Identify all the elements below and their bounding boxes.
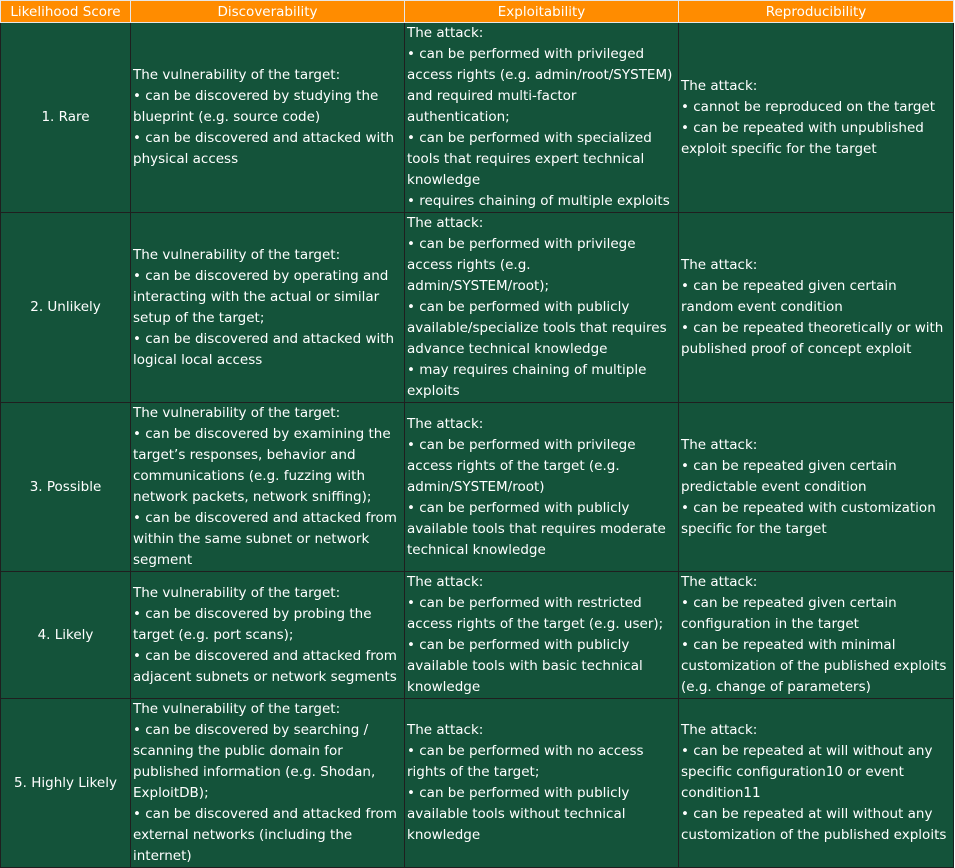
cell-bullet: • can be performed with privileged access rights (e.g. admin/root/SYSTEM) and required multi-factor authentication; [407, 46, 673, 125]
cell-bullet: • cannot be reproduced on the target [681, 98, 936, 115]
cell-bullet: • can be performed with publicly available tools that requires moderate technical knowledge [407, 499, 666, 558]
cell-bullet: • can be repeated theoretically or with published proof of concept exploit [681, 320, 944, 357]
discoverability-cell [131, 403, 405, 572]
exploitability-cell [405, 572, 679, 699]
discoverability-cell [131, 699, 405, 868]
likelihood-score-cell: 2. Unlikely [1, 213, 131, 403]
likelihood-score-cell: 3. Possible [1, 403, 131, 572]
exploitability-cell [405, 213, 679, 403]
cell-intro: The attack: [681, 436, 758, 453]
cell-intro: The vulnerability of the target: [133, 67, 341, 83]
cell-bullet: • can be repeated with customization specific for the target [681, 499, 936, 537]
cell-intro: The attack: [681, 257, 758, 273]
table-row [1, 403, 954, 572]
reproducibility-cell [679, 213, 954, 403]
reproducibility-cell [679, 572, 954, 699]
cell-bullet: • can be performed with publicly available tools with basic technical knowledge [407, 637, 643, 695]
header-row [1, 1, 954, 23]
reproducibility-cell [679, 403, 954, 572]
cell-intro: The attack: [407, 574, 484, 590]
header-likelihood-score: Likelihood Score [1, 1, 131, 23]
cell-intro: The vulnerability of the target: [133, 405, 341, 421]
exploitability-cell [405, 403, 679, 572]
cell-intro: The attack: [407, 722, 484, 738]
cell-bullet: • can be repeated given certain configuration in the target [681, 595, 897, 632]
cell-bullet: • may requires chaining of multiple exploits [407, 362, 647, 399]
discoverability-cell [131, 572, 405, 699]
cell-bullet: • can be performed with publicly available/specialize tools that requires advance technical knowledge [407, 299, 667, 357]
likelihood-score-cell: 5. Highly Likely [1, 699, 131, 868]
cell-bullet: • requires chaining of multiple exploits [407, 193, 670, 209]
cell-bullet: • can be performed with specialized tools that requires expert technical knowledge [407, 130, 652, 188]
header-discoverability: Discoverability [131, 1, 405, 23]
discoverability-cell [131, 213, 405, 403]
cell-bullet: • can be discovered by operating and interacting with the actual or similar setup of the target; [133, 267, 389, 326]
cell-intro: The attack: [407, 415, 484, 432]
cell-bullet: • can be performed with restricted access rights of the target (e.g. user); [407, 595, 664, 632]
cell-bullet: • can be repeated given certain predictable event condition [681, 457, 897, 495]
cell-intro: The attack: [407, 25, 484, 41]
cell-bullet: • can be discovered and attacked from adjacent subnets or network segments [133, 647, 397, 685]
table-row [1, 213, 954, 403]
cell-bullet: • can be performed with privilege access rights (e.g. admin/SYSTEM/root); [407, 236, 636, 294]
table-row [1, 572, 954, 699]
cell-intro: The attack: [681, 574, 758, 590]
exploitability-cell [405, 23, 679, 213]
cell-bullet: • can be discovered by studying the blueprint (e.g. source code) [133, 88, 379, 125]
cell-intro: The attack: [681, 77, 758, 94]
table-row [1, 23, 954, 213]
cell-bullet: • can be performed with no access rights of the target; [407, 743, 644, 780]
cell-intro: The attack: [407, 215, 484, 231]
cell-bullet: • can be discovered and attacked from external networks (including the internet) [133, 806, 397, 864]
cell-bullet: • can be performed with publicly available tools without technical knowledge [407, 785, 630, 843]
cell-bullet: • can be discovered by examining the target’s responses, behavior and communications (e.g. fuzzing with network packets, network sniffing); [133, 426, 391, 505]
cell-bullet: • can be performed with privilege access rights of the target (e.g. admin/SYSTEM/root) [407, 436, 636, 495]
discoverability-cell [131, 23, 405, 213]
cell-bullet: • can be repeated with minimal customization of the published exploits (e.g. change of parameters) [681, 637, 947, 695]
cell-bullet: • can be repeated at will without any customization of the published exploits [681, 806, 947, 843]
cell-bullet: • can be discovered by searching / scanning the public domain for published information (e.g. Shodan, ExploitDB); [133, 722, 376, 801]
cell-bullet: • can be discovered and attacked with logical local access [133, 330, 395, 368]
exploitability-cell [405, 699, 679, 868]
cell-bullet: • can be repeated at will without any specific configuration10 or event condition11 [681, 743, 933, 801]
cell-intro: The vulnerability of the target: [133, 701, 341, 717]
cell-bullet: • can be discovered by probing the target (e.g. port scans); [133, 605, 372, 643]
cell-intro: The vulnerability of the target: [133, 584, 341, 601]
cell-intro: The attack: [681, 722, 758, 738]
header-reproducibility: Reproducibility [679, 1, 954, 23]
table-row [1, 699, 954, 868]
likelihood-score-cell: 4. Likely [1, 572, 131, 699]
cell-intro: The vulnerability of the target: [133, 246, 341, 263]
cell-bullet: • can be repeated given certain random event condition [681, 278, 897, 315]
cell-bullet: • can be discovered and attacked with physical access [133, 130, 395, 167]
likelihood-score-cell: 1. Rare [1, 23, 131, 213]
cell-bullet: • can be discovered and attacked from within the same subnet or network segment [133, 510, 397, 568]
header-exploitability: Exploitability [405, 1, 679, 23]
cell-bullet: • can be repeated with unpublished exploit specific for the target [681, 119, 924, 157]
reproducibility-cell [679, 23, 954, 213]
reproducibility-cell [679, 699, 954, 868]
